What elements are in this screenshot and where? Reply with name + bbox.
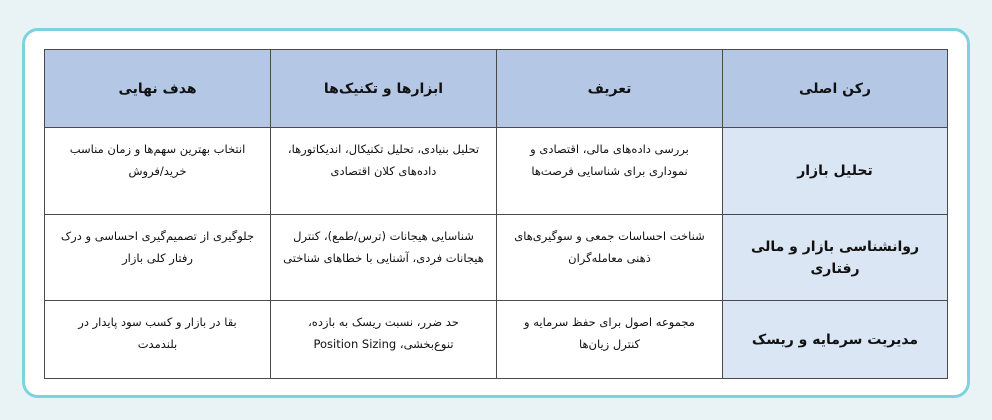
header-pillar: رکن اصلی xyxy=(723,50,948,128)
table-header-row xyxy=(45,50,948,128)
cell-pillar: روانشناسی بازار و مالی رفتاری xyxy=(723,215,948,301)
cell-definition: شناخت احساسات جمعی و سوگیری‌های ذهنی معامله‌گران xyxy=(497,215,723,301)
table-row xyxy=(45,301,948,379)
header-definition: تعریف xyxy=(497,50,723,128)
cell-goal: جلوگیری از تصمیم‌گیری احساسی و درک رفتار کلی بازار xyxy=(45,215,271,301)
cell-goal: بقا در بازار و کسب سود پایدار در بلندمدت xyxy=(45,301,271,379)
cell-definition: بررسی داده‌های مالی، اقتصادی و نموداری برای شناسایی فرصت‌ها xyxy=(497,128,723,215)
cell-tools: شناسایی هیجانات (ترس/طمع)، کنترل هیجانات فردی، آشنایی با خطاهای شناختی xyxy=(271,215,497,301)
cell-tools: تحلیل بنیادی، تحلیل تکنیکال، اندیکاتورها، داده‌های کلان اقتصادی xyxy=(271,128,497,215)
table-card xyxy=(22,28,970,398)
table-row xyxy=(45,128,948,215)
cell-pillar: مدیریت سرمایه و ریسک xyxy=(723,301,948,379)
summary-table xyxy=(44,49,948,379)
cell-tools: حد ضرر، نسبت ریسک به بازده، تنوع‌بخشی، Position Sizing xyxy=(271,301,497,379)
cell-definition: مجموعه اصول برای حفظ سرمایه و کنترل زیان‌ها xyxy=(497,301,723,379)
header-tools: ابزارها و تکنیک‌ها xyxy=(271,50,497,128)
header-goal: هدف نهایی xyxy=(45,50,271,128)
cell-goal: انتخاب بهترین سهم‌ها و زمان مناسب خرید/فروش xyxy=(45,128,271,215)
table-row xyxy=(45,215,948,301)
cell-pillar: تحلیل بازار xyxy=(723,128,948,215)
